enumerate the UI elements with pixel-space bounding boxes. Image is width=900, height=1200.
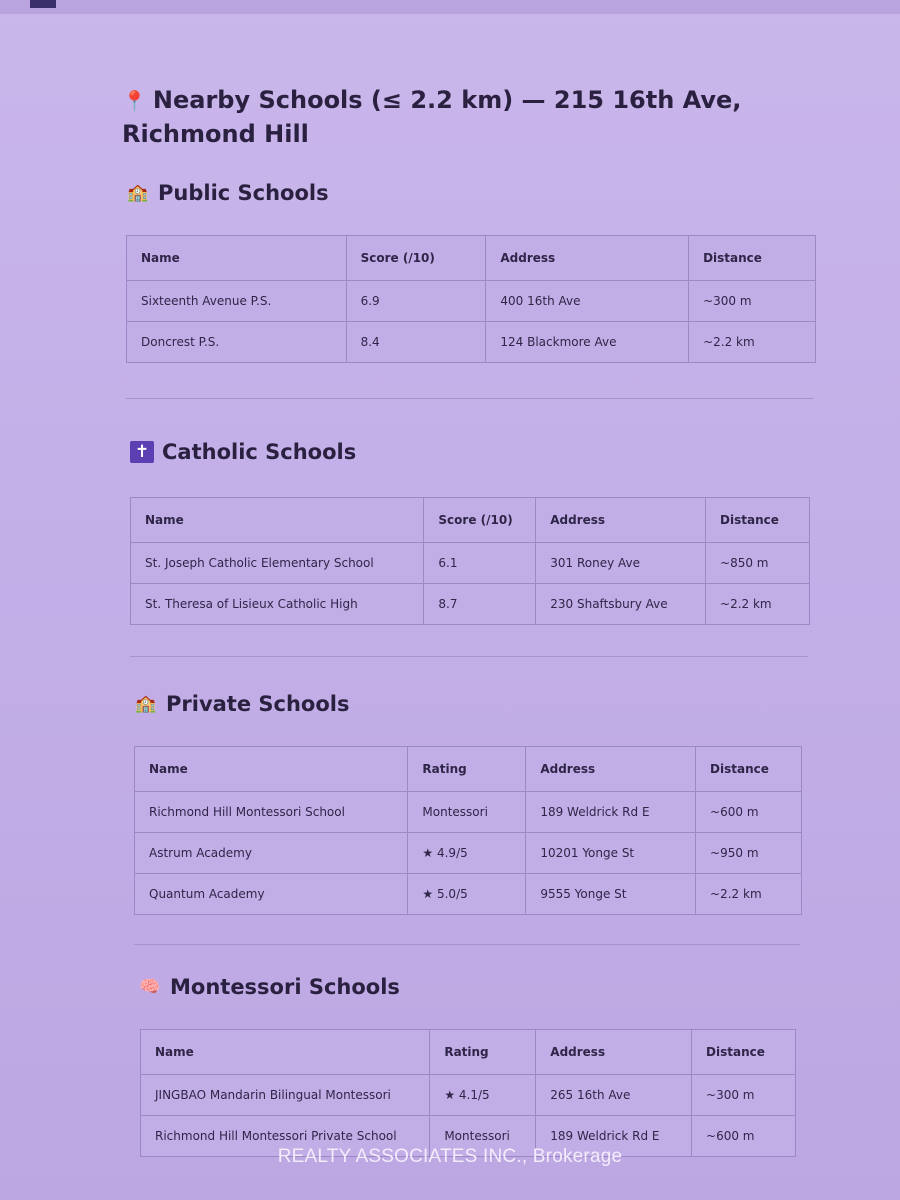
school-address: 400 16th Ave: [486, 281, 689, 322]
school-score: 6.9: [346, 281, 486, 322]
section-heading: 🏫 Public Schools: [127, 181, 329, 205]
school-name: Quantum Academy: [135, 874, 408, 915]
school-name: Richmond Hill Montessori Private School: [141, 1116, 430, 1157]
table-header-row: [135, 747, 802, 792]
column-header: Distance: [696, 747, 802, 792]
table-row: [131, 584, 810, 625]
column-header: Address: [486, 236, 689, 281]
school-rating: ★ 4.9/5: [408, 833, 526, 874]
montessori-schools-table: [140, 1029, 796, 1157]
section-divider: [130, 656, 808, 657]
school-address: 189 Weldrick Rd E: [536, 1116, 692, 1157]
column-header: Distance: [692, 1030, 796, 1075]
school-address: 10201 Yonge St: [526, 833, 696, 874]
school-name: Astrum Academy: [135, 833, 408, 874]
school-distance: ~950 m: [696, 833, 802, 874]
table-row: [127, 322, 816, 363]
school-distance: ~300 m: [689, 281, 816, 322]
pin-icon: 📍: [122, 89, 147, 113]
school-distance: ~2.2 km: [689, 322, 816, 363]
column-header: Rating: [408, 747, 526, 792]
table-row: [135, 833, 802, 874]
table-header-row: [131, 498, 810, 543]
school-distance: ~850 m: [706, 543, 810, 584]
section-divider: [126, 398, 814, 399]
column-header: Score (/10): [424, 498, 536, 543]
table-row: [141, 1075, 796, 1116]
section-heading: 🏫 Private Schools: [135, 692, 350, 716]
school-address: 301 Roney Ave: [536, 543, 706, 584]
school-rating: ★ 5.0/5: [408, 874, 526, 915]
school-score: 6.1: [424, 543, 536, 584]
column-header: Score (/10): [346, 236, 486, 281]
brain-icon: 🧠: [139, 977, 161, 997]
montessori-schools-section: [138, 975, 838, 999]
school-address: 230 Shaftsbury Ave: [536, 584, 706, 625]
table-row: [127, 281, 816, 322]
school-icon: 🏫: [127, 183, 149, 203]
school-icon: 🏫: [135, 694, 157, 714]
school-name: Sixteenth Avenue P.S.: [127, 281, 347, 322]
column-header: Distance: [689, 236, 816, 281]
column-header: Name: [141, 1030, 430, 1075]
school-address: 265 16th Ave: [536, 1075, 692, 1116]
school-address: 9555 Yonge St: [526, 874, 696, 915]
school-name: Doncrest P.S.: [127, 322, 347, 363]
column-header: Address: [526, 747, 696, 792]
catholic-schools-section: [130, 440, 830, 464]
school-distance: ~2.2 km: [706, 584, 810, 625]
table-header-row: [141, 1030, 796, 1075]
school-rating: ★ 4.1/5: [430, 1075, 536, 1116]
column-header: Name: [135, 747, 408, 792]
school-distance: ~600 m: [696, 792, 802, 833]
cross-icon: ✝: [130, 441, 154, 463]
school-distance: ~2.2 km: [696, 874, 802, 915]
brokerage-watermark: REALTY ASSOCIATES INC., Brokerage: [277, 1146, 623, 1167]
schools-document: [122, 84, 822, 151]
public-schools-section: [126, 181, 826, 205]
school-score: 8.7: [424, 584, 536, 625]
column-header: Address: [536, 498, 706, 543]
page-title: [122, 84, 822, 151]
school-rating: Montessori: [430, 1116, 536, 1157]
table-row: [135, 792, 802, 833]
school-distance: ~300 m: [692, 1075, 796, 1116]
table-row: [135, 874, 802, 915]
section-heading: 🧠 Montessori Schools: [139, 975, 400, 999]
top-bar: [0, 0, 900, 14]
school-address: 189 Weldrick Rd E: [526, 792, 696, 833]
section-divider: [134, 944, 800, 945]
school-name: Richmond Hill Montessori School: [135, 792, 408, 833]
private-schools-section: [134, 692, 834, 716]
school-score: 8.4: [346, 322, 486, 363]
window-tab-marker: [30, 0, 56, 8]
column-header: Name: [127, 236, 347, 281]
school-name: St. Theresa of Lisieux Catholic High: [131, 584, 424, 625]
table-row: [131, 543, 810, 584]
page-title-text: Nearby Schools (≤ 2.2 km) — 215 16th Ave, Richmond Hill: [122, 86, 742, 148]
column-header: Distance: [706, 498, 810, 543]
school-rating: Montessori: [408, 792, 526, 833]
column-header: Rating: [430, 1030, 536, 1075]
public-schools-table: [126, 235, 816, 363]
school-name: JINGBAO Mandarin Bilingual Montessori: [141, 1075, 430, 1116]
column-header: Address: [536, 1030, 692, 1075]
school-address: 124 Blackmore Ave: [486, 322, 689, 363]
section-heading: ✝ Catholic Schools: [130, 440, 830, 464]
catholic-schools-table: [130, 497, 810, 625]
school-distance: ~600 m: [692, 1116, 796, 1157]
table-header-row: [127, 236, 816, 281]
private-schools-table: [134, 746, 802, 915]
school-name: St. Joseph Catholic Elementary School: [131, 543, 424, 584]
column-header: Name: [131, 498, 424, 543]
